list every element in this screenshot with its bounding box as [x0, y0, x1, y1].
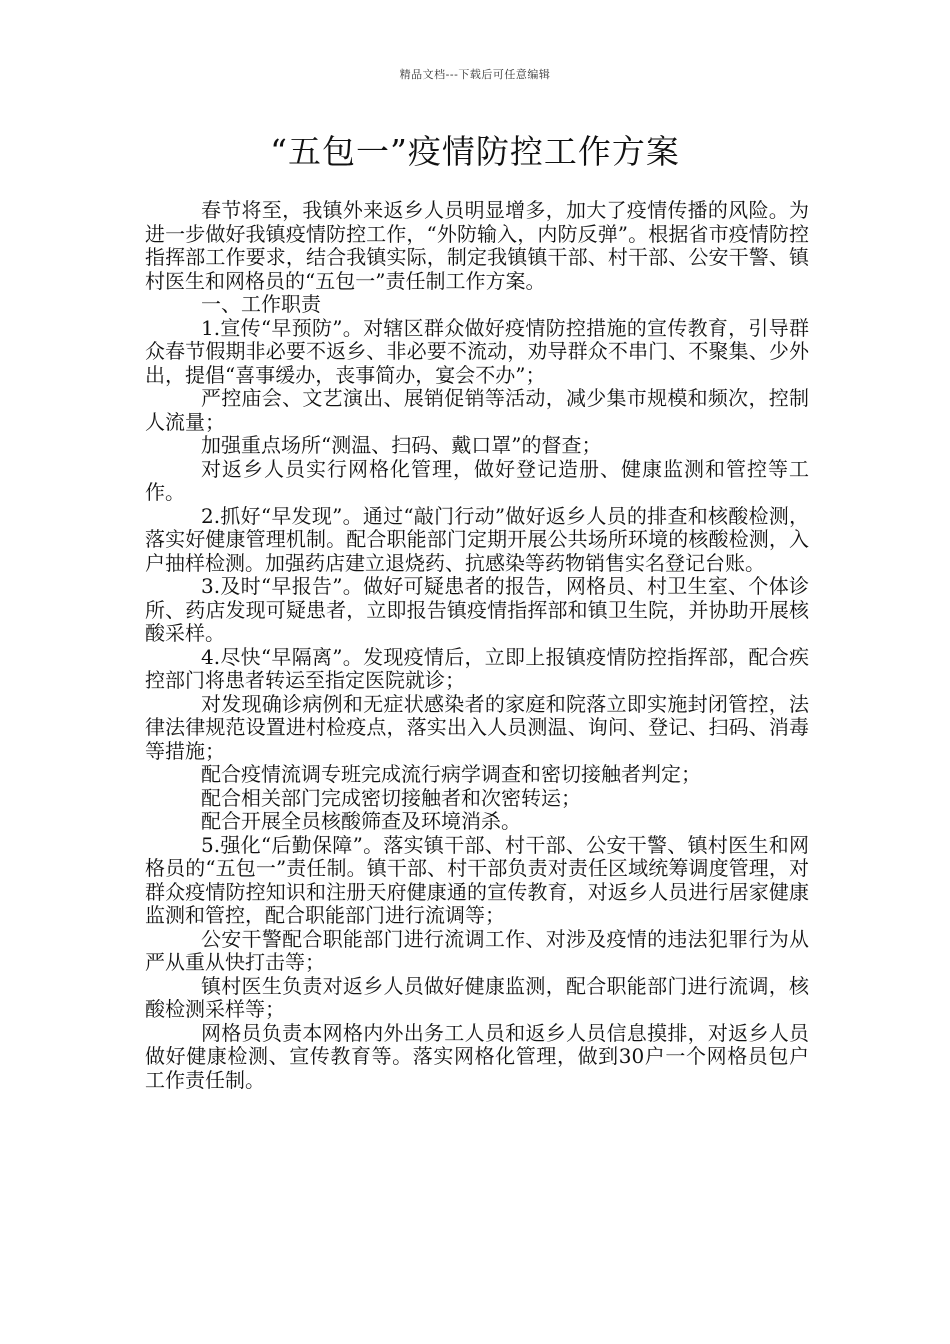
paragraph-transfer: 配合相关部门完成密切接触者和次密转运；: [201, 785, 581, 810]
paragraph-screening: 配合开展全员核酸筛查及环境消杀。: [201, 809, 521, 833]
document-title: “五包一”疫情防控工作方案: [270, 132, 680, 171]
paragraph-prevention: 1.宣传“早预防”。对辖区群众做好疫情防控措施的宣传教育，引导群众春节假期非必要不返乡、非必要不流动，劝导群众不串门、不聚集、少外出，提倡“喜事缓办，丧事简办，宴会不办”；: [145, 315, 809, 387]
paragraph-lockdown: 对发现确诊病例和无症状感染者的家庭和院落立即实施封闭管控，法律法律规范设置进村检疫点，落实出入人员测温、询问、登记、扫码、消毒等措施；: [145, 691, 809, 763]
section-heading-duties: 一、工作职责: [201, 292, 321, 316]
paragraph-grid-management: 对返乡人员实行网格化管理，做好登记造册、健康监测和管控等工作。: [145, 456, 809, 504]
header-note: 精品文档---下载后可任意编辑: [399, 68, 551, 81]
paragraph-isolation: 4.尽快“早隔离”。发现疫情后，立即上报镇疫情防控指挥部，配合疾控部门将患者转运至指定医院就诊；: [145, 644, 809, 692]
document-body: [145, 199, 809, 1092]
paragraph-doctors: 镇村医生负责对返乡人员做好健康监测，配合职能部门进行流调，核酸检测采样等；: [145, 973, 809, 1021]
paragraph-grid-staff: 网格员负责本网格内外出务工人员和返乡人员信息摸排，对返乡人员做好健康检测、宣传教育等。落实网格化管理，做到30户一个网格员包户工作责任制。: [145, 1020, 809, 1092]
paragraph-key-venues: 加强重点场所“测温、扫码、戴口罩”的督查；: [201, 433, 602, 457]
paragraph-tracing: 配合疫情流调专班完成流行病学调查和密切接触者判定；: [201, 762, 701, 786]
paragraph-police: 公安干警配合职能部门进行流调工作、对涉及疫情的违法犯罪行为从严从重从快打击等；: [145, 926, 809, 974]
paragraph-intro: 春节将至，我镇外来返乡人员明显增多，加大了疫情传播的风险。为进一步做好我镇疫情防控工作，“外防输入，内防反弹”。根据省市疫情防控指挥部工作要求，结合我镇实际，制定我镇镇干部、村干部、公安干警、镇村医生和网格员的“五包一”责任制工作方案。: [145, 198, 809, 293]
paragraph-detection: 2.抓好“早发现”。通过“敲门行动”做好返乡人员的排查和核酸检测，落实好健康管理机制。配合职能部门定期开展公共场所环境的核酸检测，入户抽样检测。加强药店建立退烧药、抗感染等药物销售实名登记台账。: [145, 503, 809, 575]
paragraph-reporting: 3.及时“早报告”。做好可疑患者的报告，网格员、村卫生室、个体诊所、药店发现可疑患者，立即报告镇疫情指挥部和镇卫生院，并协助开展核酸采样。: [145, 574, 809, 645]
paragraph-logistics: 5.强化“后勤保障”。落实镇干部、村干部、公安干警、镇村医生和网格员的“五包一”责任制。镇干部、村干部负责对责任区域统筹调度管理，对群众疫情防控知识和注册天府健康通的宣传教育，对返乡人员进行居家健康监测和管控，配合职能部门进行流调等；: [145, 832, 809, 927]
paragraph-event-control: 严控庙会、文艺演出、展销促销等活动，减少集市规模和频次，控制人流量；: [145, 386, 809, 434]
